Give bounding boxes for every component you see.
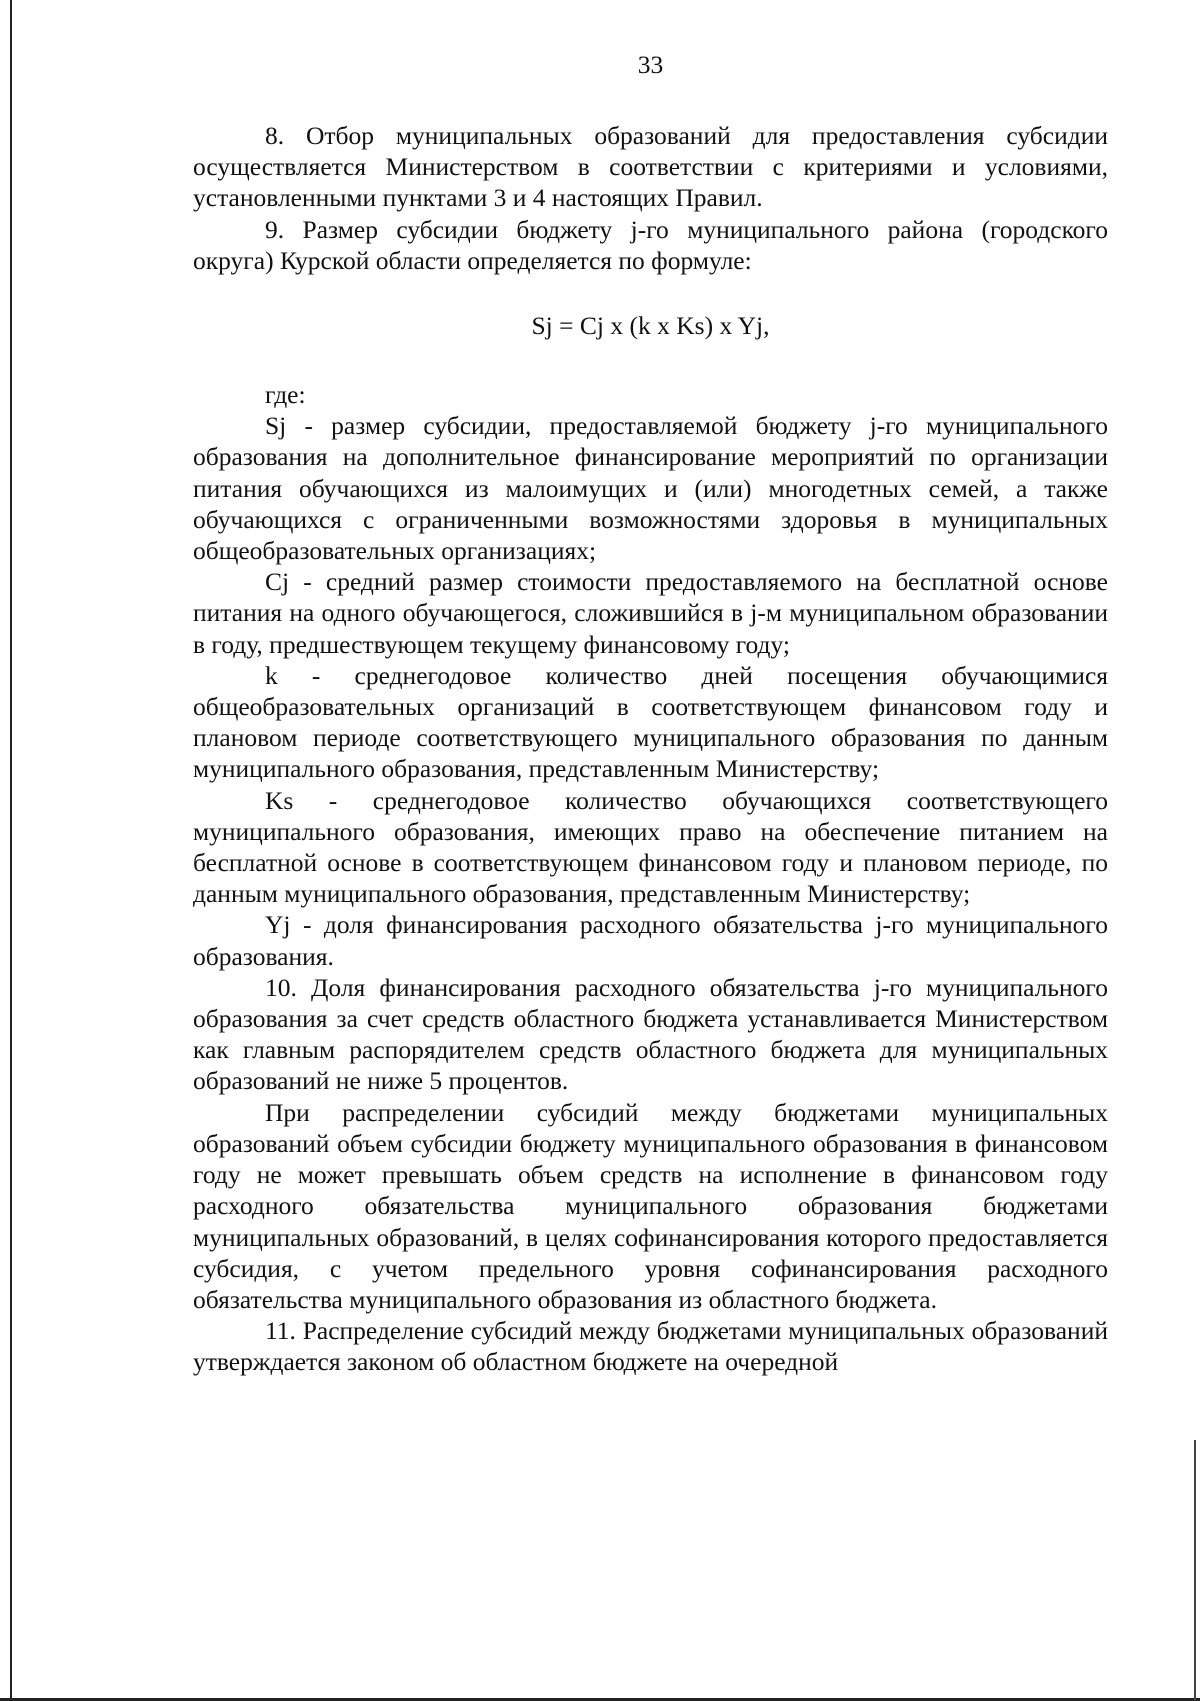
page-number: 33 bbox=[637, 50, 664, 79]
paragraph-9: 9. Размер субсидии бюджету j-го муниципального района (городского округа) Курской области определяется по формуле: bbox=[193, 214, 1108, 275]
definition-ks: Ks - среднегодовое количество обучающихся соответствующего муниципального образования, имеющих право на обеспечение питанием на бесплатной основе в соответствующем финансовом году и плановом периоде, по данным муниципального образования, представленным Министерству; bbox=[193, 785, 1108, 909]
paragraph-10-distribution: При распределении субсидий между бюджетами муниципальных образований объем субсидии бюджету муниципального образования в финансовом году не может превышать объем средств на исполнение в финансовом году расходного обязательства муниципального образования бюджетами муниципальных образований, в целях софинансирования которого предоставляется субсидия, с учетом предельного уровня софинансирования расходного обязательства муниципального образования из областного бюджета. bbox=[193, 1097, 1108, 1314]
scan-edge-left bbox=[10, 0, 12, 1701]
where-label: где: bbox=[265, 380, 306, 410]
definition-cj: Cj - средний размер стоимости предоставляемого на бесплатной основе питания на одного обучающегося, сложившийся в j-м муниципальном образовании в году, предшествующем текущему финансовому году; bbox=[193, 567, 1108, 659]
paragraph-10: 10. Доля финансирования расходного обязательства j-го муниципального образования за счет средств областного бюджета устанавливается Министерством как главным распорядителем средств областного бюджета для муниципальных образований не ниже 5 процентов. bbox=[193, 972, 1108, 1096]
paragraph-8: 8. Отбор муниципальных образований для предоставления субсидии осуществляется Министерством в соответствии с критериями и условиями, установленными пунктами 3 и 4 настоящих Правил. bbox=[193, 121, 1108, 213]
paragraph-11: 11. Распределение субсидий между бюджетами муниципальных образований утверждается законом об областном бюджете на очередной bbox=[193, 1316, 1108, 1377]
definition-k: k - среднегодовое количество дней посещения обучающимися общеобразовательных организаций в соответствующем финансовом году и плановом периоде соответствующего муниципального образования по данным муниципального образования, представленным Министерству; bbox=[193, 660, 1108, 784]
scan-edge-right bbox=[1194, 1440, 1196, 1701]
definition-sj: Sj - размер субсидии, предоставляемой бюджету j-го муниципального образования на дополнительное финансирование мероприятий по организации питания обучающихся из малоимущих и (или) многодетных семей, а также обучающихся с ограниченными возможностями здоровья в муниципальных общеобразовательных организациях; bbox=[193, 411, 1108, 566]
definition-yj: Yj - доля финансирования расходного обязательства j-го муниципального образования. bbox=[193, 910, 1108, 971]
subsidy-formula: Sj = Cj x (k x Ks) x Yj, bbox=[531, 311, 770, 341]
page-content bbox=[193, 50, 1108, 1378]
